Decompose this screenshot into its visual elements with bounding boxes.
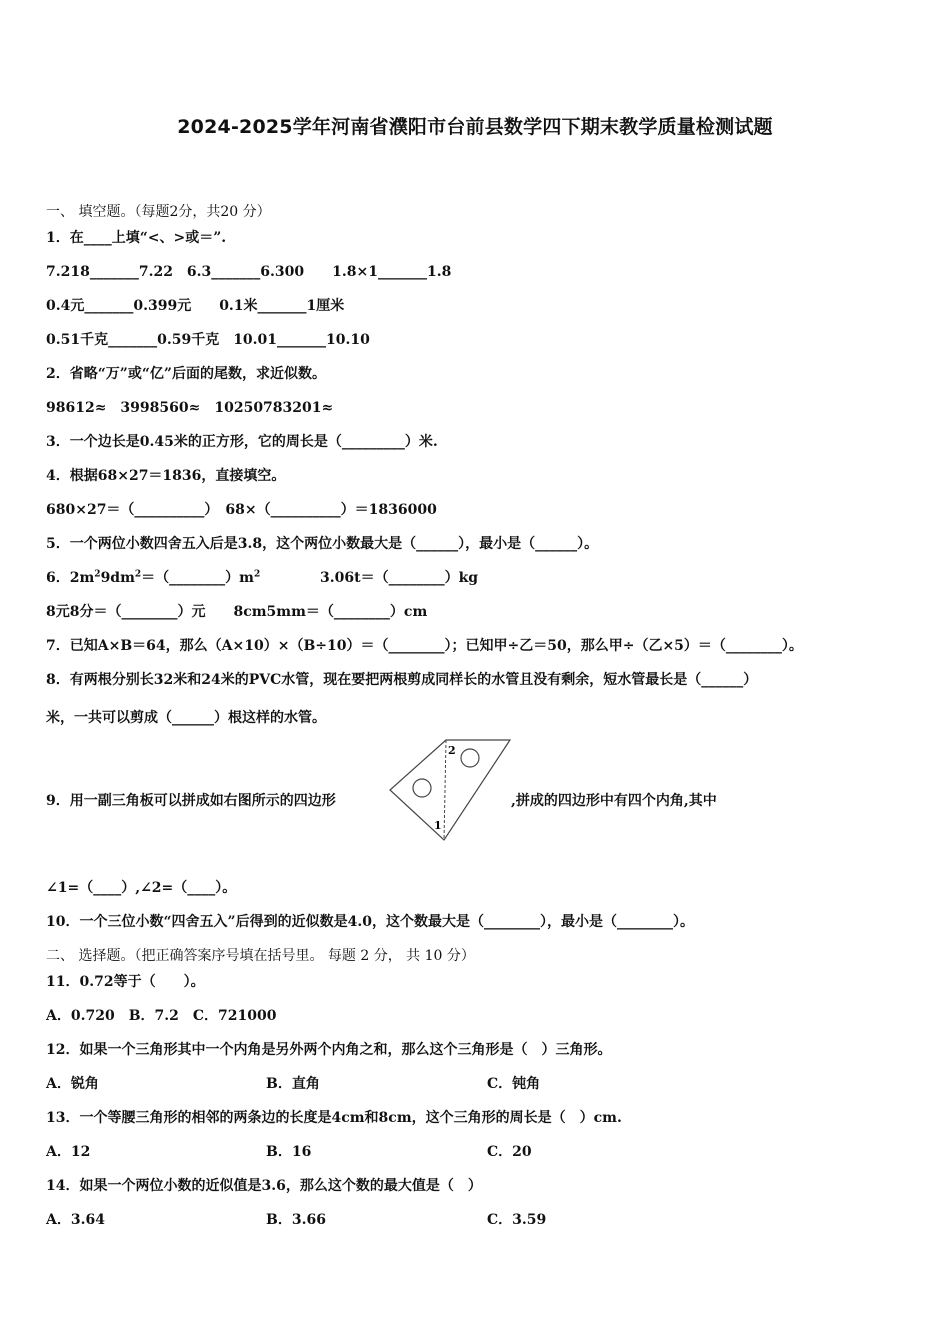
question-11-options: A．0.720 B．7.2 C．721000 — [46, 1008, 277, 1024]
question-13-option-c: C．20 — [487, 1144, 532, 1160]
angle-label-2: 2 — [448, 744, 456, 757]
question-4-row: 680×27＝（__________） 68×（__________）＝1836000 — [46, 502, 437, 518]
question-4-stem: 4．根据68×27＝1836，直接填空。 — [46, 468, 286, 484]
question-8-line-1: 8．有两根分别长32米和24米的PVC水管，现在要把两根剪成同样长的水管且没有剩余，短水管最长是（______） — [46, 672, 758, 688]
question-9-post: ,拼成的四边形中有四个内角,其中 — [511, 793, 717, 809]
question-11-stem: 11．0.72等于（ ）。 — [46, 974, 205, 990]
question-10: 10．一个三位小数“四舍五入”后得到的近似数是4.0，这个数最大是（________），最小是（________）。 — [46, 914, 694, 930]
question-12-option-b: B．直角 — [266, 1076, 320, 1092]
question-6-b: 3.06t＝（________）kg — [320, 570, 479, 586]
question-14-options — [46, 1211, 547, 1229]
question-12-option-a: A．锐角 — [46, 1076, 99, 1092]
question-14-option-b: B．3.66 — [266, 1212, 326, 1228]
section-fill-blank-heading: 一、 填空题。（每题2分，共20 分） — [46, 204, 271, 220]
page-title: 2024-2025学年河南省濮阳市台前县数学四下期末教学质量检测试题 — [177, 116, 773, 138]
question-6-row-1 — [46, 569, 478, 587]
question-13-option-a: A．12 — [46, 1144, 91, 1160]
question-9-pre: 9．用一副三角板可以拼成如右图所示的四边形 — [46, 793, 336, 809]
question-12-option-c: C．钝角 — [487, 1076, 541, 1092]
question-13-options — [46, 1143, 532, 1161]
question-13-option-b: B．16 — [266, 1144, 312, 1160]
triangle-hole-right — [461, 749, 479, 767]
dashed-diagonal — [444, 740, 446, 840]
question-1-row-1: 7.218_______7.22 6.3_______6.300 1.8×1_______1.8 — [46, 264, 452, 280]
question-9-answer: ∠1=（____）,∠2=（____）。 — [46, 880, 237, 896]
question-1-stem: 1．在____上填“<、>或＝”. — [46, 230, 227, 246]
question-3: 3．一个边长是0.45米的正方形，它的周长是（_________）米. — [46, 434, 438, 450]
question-14-option-c: C．3.59 — [487, 1212, 547, 1228]
angle-label-1: 1 — [434, 819, 442, 832]
question-7: 7．已知A×B＝64，那么（A×10）×（B÷10）＝（________）；已知甲÷乙＝50，那么甲÷（乙×5）＝（________）。 — [46, 638, 803, 654]
question-6-a-sup3: 2 — [254, 569, 261, 580]
question-12-options — [46, 1075, 541, 1093]
triangle-ruler-figure — [384, 734, 514, 844]
question-12-stem: 12．如果一个三角形其中一个内角是另外两个内角之和，那么这个三角形是（ ）三角形。 — [46, 1042, 612, 1058]
question-6-a-sup1: 2 — [94, 569, 101, 580]
question-2-stem: 2．省略“万”或“亿”后面的尾数，求近似数。 — [46, 366, 326, 382]
section-choice-heading: 二、 选择题。（把正确答案序号填在括号里。 每题 2 分， 共 10 分） — [46, 948, 475, 964]
question-6-row-2: 8元8分＝（________）元 8cm5mm＝（________）cm — [46, 604, 428, 620]
question-1-row-2: 0.4元_______0.399元 0.1米_______1厘米 — [46, 298, 345, 314]
question-14-stem: 14．如果一个两位小数的近似值是3.6，那么这个数的最大值是（ ） — [46, 1178, 482, 1194]
question-6-a-pre: 6．2m — [46, 570, 95, 586]
question-6-a-post: ＝（________）m — [141, 570, 254, 586]
question-6-a-mid: 9dm — [100, 570, 135, 586]
question-2-row: 98612≈ 3998560≈ 10250783201≈ — [46, 400, 334, 416]
question-8-line-2: 米，一共可以剪成（______）根这样的水管。 — [46, 710, 326, 726]
question-14-option-a: A．3.64 — [46, 1212, 105, 1228]
question-5: 5．一个两位小数四舍五入后是3.8，这个两位小数最大是（______），最小是（______）。 — [46, 536, 599, 552]
question-13-stem: 13．一个等腰三角形的相邻的两条边的长度是4cm和8cm，这个三角形的周长是（ ）cm. — [46, 1110, 622, 1126]
question-6-a-sup2: 2 — [134, 569, 142, 580]
question-1-row-3: 0.51千克_______0.59千克 10.01_______10.10 — [46, 332, 370, 348]
triangle-hole-left — [413, 779, 431, 797]
